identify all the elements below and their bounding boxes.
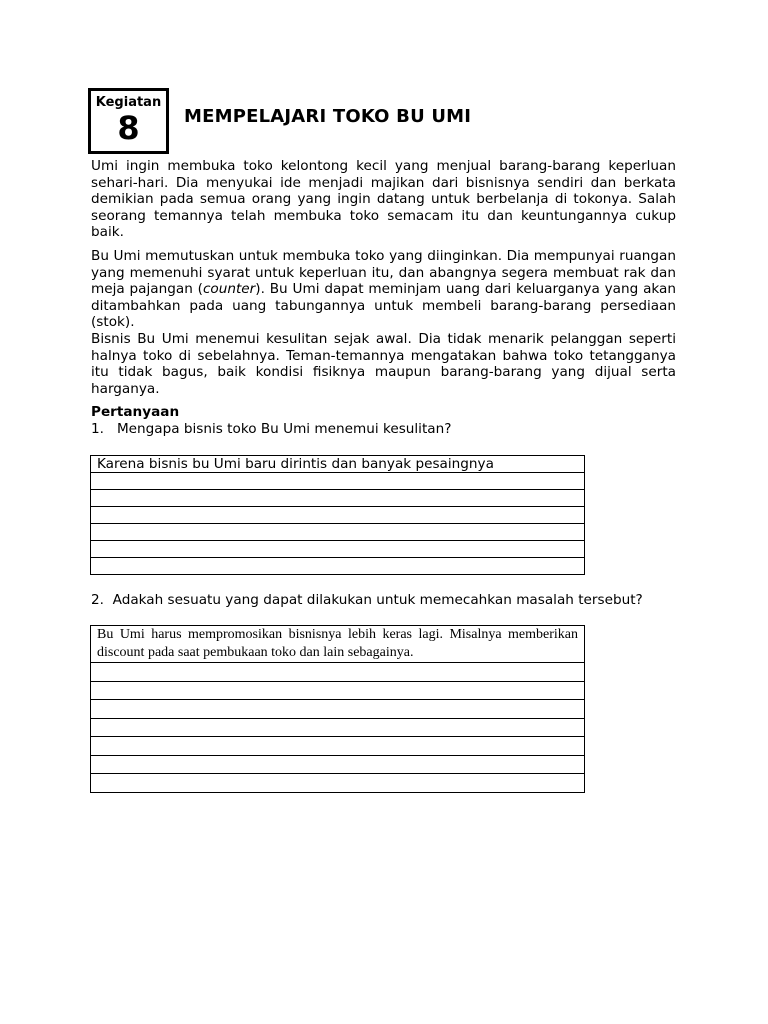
answer-row [91,755,585,774]
story-paragraph-2-italic: counter [202,281,256,298]
answer-table-1 [90,455,585,575]
answer-blank-line[interactable] [91,507,585,524]
answer-row [91,507,585,524]
questions-heading: Pertanyaan [91,404,180,420]
story-paragraph-2 [91,248,676,331]
answer-row [91,541,585,558]
story-paragraph-2-block [91,248,676,397]
activity-label: Kegiatan [95,95,162,110]
answer-blank-line[interactable] [91,558,585,575]
answer-blank-line[interactable] [91,473,585,490]
activity-number: 8 [117,109,140,147]
answer-blank-line[interactable] [91,718,585,737]
answer-blank-line[interactable] [91,681,585,700]
question-2-number: 2. [91,592,104,608]
answer-row [91,456,585,473]
story-paragraph-2-before: Bu Umi memutuskan untuk membuka toko yang diinginkan. Dia mempunyai ruangan yang memenuhi syarat untuk keperluan itu, dan abangnya segera membuat rak dan meja pajangan ( [91,248,676,298]
question-2-text: Adakah sesuatu yang dapat dilakukan untuk memecahkan masalah tersebut? [112,592,643,608]
question-1-text: Mengapa bisnis toko Bu Umi menemui kesulitan? [116,421,452,437]
answer-blank-line[interactable] [91,663,585,682]
story-paragraph-2-after: ). Bu Umi dapat meminjam uang dari keluarganya yang akan ditambahkan pada uang tabungannya untuk membeli barang-barang persediaan (stok). [91,281,676,331]
story-paragraph-1: Umi ingin membuka toko kelontong kecil yang menjual barang-barang keperluan sehari-hari. Dia menyukai ide menjadi majikan dari bisnisnya sendiri dan berkata demikian pada semua orang yang ingin datang untuk berbelanja di tokonya. Salah seorang temannya telah membuka toko semacam itu dan keuntungannya cukup baik. [91,158,676,241]
answer-blank-line[interactable] [91,524,585,541]
answer-row [91,681,585,700]
answer-row [91,718,585,737]
answer-row [91,490,585,507]
answer-row [91,700,585,719]
answer-blank-line[interactable] [91,737,585,756]
answer-row [91,774,585,793]
activity-badge [88,88,169,154]
answer-row [91,626,585,663]
answer-row [91,663,585,682]
answer-blank-line[interactable] [91,541,585,558]
answer-blank-line[interactable] [91,755,585,774]
page-title: MEMPELAJARI TOKO BU UMI [184,106,472,127]
question-1 [91,421,451,438]
answer-row [91,737,585,756]
question-2 [91,592,643,609]
answer-blank-line[interactable] [91,490,585,507]
answer-row [91,524,585,541]
answer-table-2 [90,625,585,793]
answer-row [91,473,585,490]
answer-1-text[interactable]: Karena bisnis bu Umi baru dirintis dan banyak pesaingnya [91,456,585,473]
answer-blank-line[interactable] [91,774,585,793]
answer-blank-line[interactable] [91,700,585,719]
story-paragraph-3: Bisnis Bu Umi menemui kesulitan sejak awal. Dia tidak menarik pelanggan seperti halnya toko di sebelahnya. Teman-temannya mengatakan bahwa toko tetangganya itu tidak bagus, baik kondisi fisiknya maupun barang-barang yang dijual serta harganya. [91,330,676,397]
answer-row [91,558,585,575]
question-1-number: 1. [91,421,104,437]
answer-2-text[interactable]: Bu Umi harus mempromosikan bisnisnya lebih keras lagi. Misalnya memberikan discount pada saat pembukaan toko dan lain sebagainya. [91,626,585,663]
